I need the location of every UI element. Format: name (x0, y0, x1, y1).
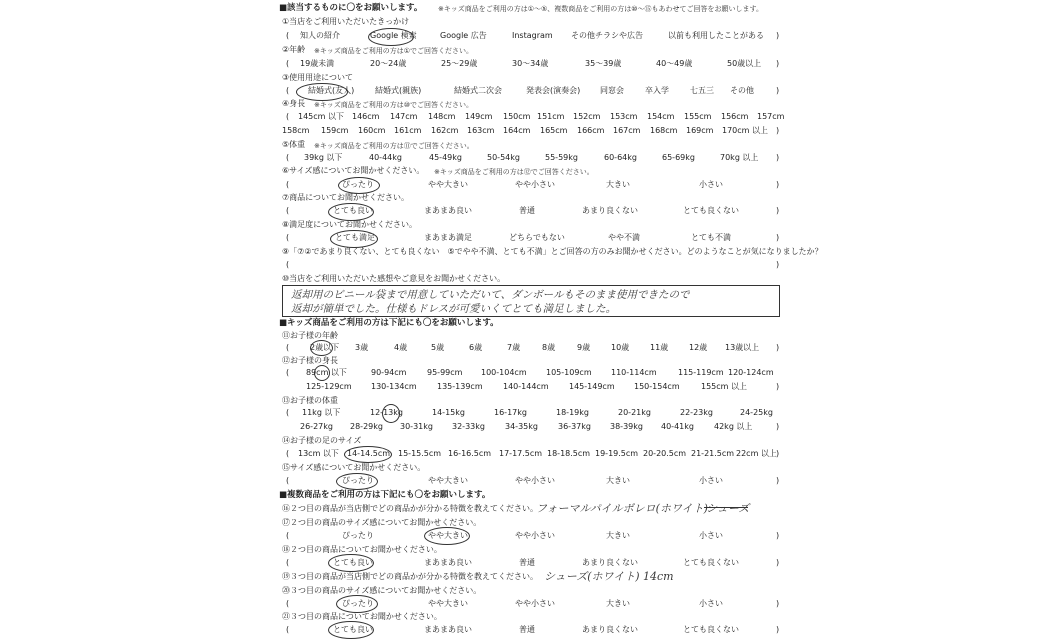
q9-label: ⑨「⑦②であまり良くない、とても良くない ⑤でやや不満、とても不満」とご回答の方のみお聞かせください。どのようなことが気になりましたか？ (282, 247, 823, 256)
option[interactable]: 8歳 (542, 343, 556, 352)
kids-fit-label: ⑮サイズ感についてお聞かせください。 (282, 463, 426, 472)
option[interactable]: 16-17kg (494, 408, 527, 417)
option[interactable]: 60-64kg (604, 153, 637, 162)
option[interactable]: 5歳 (431, 343, 445, 352)
selection-circle (338, 177, 380, 194)
option[interactable]: 15-15.5cm (398, 449, 442, 458)
paren-close: ) (776, 449, 780, 458)
selection-circle (368, 28, 414, 46)
option[interactable]: 135-139cm (437, 382, 483, 391)
selection-circle (344, 446, 392, 463)
paren-open: ( (286, 449, 290, 458)
option[interactable]: ぴったり (342, 180, 374, 189)
q16-label: ⑯２つ目の商品が当店側でどの商品かが分かる特徴を教えてください。 (282, 504, 538, 513)
option[interactable]: 結婚式(親族) (375, 86, 422, 95)
option[interactable]: 147cm (390, 112, 418, 121)
option[interactable]: とても良い (333, 206, 373, 215)
option[interactable]: 45-49kg (429, 153, 462, 162)
paren-open: ( (286, 260, 290, 269)
option[interactable]: 155cm (684, 112, 712, 121)
option[interactable]: 35～39歳 (585, 59, 622, 68)
option[interactable]: 10歳 (611, 343, 630, 352)
option[interactable]: 158cm (282, 126, 310, 135)
option[interactable]: 50歳以上 (727, 59, 762, 68)
option[interactable]: 12歳 (689, 343, 708, 352)
option[interactable]: 20-20.5cm (643, 449, 687, 458)
handwritten-item3: シューズ(ホワイト) 14cm (544, 570, 674, 583)
q4-note: ※キッズ商品をご利用の方は⑩でご回答ください。 (314, 101, 473, 109)
option[interactable]: 2歳以下 (310, 343, 340, 352)
option[interactable]: 9歳 (577, 343, 591, 352)
q5-note: ※キッズ商品をご利用の方は⑪でご回答ください。 (314, 142, 474, 150)
q8-label: ⑧満足度についてお聞かせください。 (282, 220, 418, 229)
option[interactable]: 小さい (699, 531, 723, 540)
option[interactable]: 162cm (431, 126, 459, 135)
q7-label: ⑦商品についてお聞かせください。 (282, 193, 410, 202)
option[interactable]: ぴったり (342, 476, 374, 485)
option[interactable]: とても良い (333, 558, 373, 567)
kids-height-label: ⑫お子様の身長 (282, 356, 338, 365)
option[interactable]: 65-69kg (662, 153, 695, 162)
option[interactable]: 150-154cm (634, 382, 680, 391)
comment-box[interactable] (282, 285, 780, 317)
title-note: ※キッズ商品をご利用の方は①～⑤、複数商品をご利用の方は⑩～⑮もあわせてご回答をお願いします。 (438, 5, 763, 13)
option[interactable]: 7歳 (507, 343, 521, 352)
selection-circle (330, 230, 378, 248)
option[interactable]: 19-19.5cm (595, 449, 639, 458)
option[interactable]: 42kg 以上 (714, 422, 753, 431)
option[interactable]: とても満足 (335, 233, 375, 242)
paren-close: ) (776, 343, 780, 352)
paren-close: ) (776, 476, 780, 485)
handwritten-item2: フォーマルパイルボレロ(ホワイト) (536, 502, 708, 515)
option[interactable]: 145-149cm (569, 382, 615, 391)
option[interactable]: 110-114cm (611, 368, 657, 377)
q17-label: ⑰２つ目の商品のサイズ感についてお聞かせください。 (282, 518, 482, 527)
option[interactable]: 結婚式(友人) (308, 86, 355, 95)
q21-label: ㉑３つ目の商品についてお聞かせください。 (282, 612, 442, 621)
option[interactable]: 30～34歳 (512, 59, 549, 68)
option[interactable]: 156cm (721, 112, 749, 121)
option[interactable]: 卒入学 (645, 86, 669, 95)
option[interactable]: 148cm (428, 112, 456, 121)
q5-label: ⑤体重 (282, 140, 306, 149)
option[interactable]: 以前も利用したことがある (668, 31, 764, 40)
kids-weight-label: ⑬お子様の体重 (282, 396, 338, 405)
option[interactable]: どちらでもない (509, 233, 565, 242)
option[interactable]: 14-15kg (432, 408, 465, 417)
option[interactable]: 大きい (606, 531, 630, 540)
option[interactable]: 130-134cm (371, 382, 417, 391)
selection-circle (336, 473, 378, 490)
paren-open: ( (286, 531, 290, 540)
option[interactable]: 39kg 以下 (304, 153, 343, 162)
q1-label: ①当店をご利用いただいたきっかけ (282, 17, 410, 26)
option[interactable]: とても良くない (683, 558, 739, 567)
paren-close: ) (776, 180, 780, 189)
option[interactable]: 16-16.5cm (448, 449, 492, 458)
option[interactable]: 163cm (467, 126, 495, 135)
option[interactable]: 25～29歳 (441, 59, 478, 68)
option[interactable]: 34-35kg (505, 422, 538, 431)
option[interactable]: ぴったり (342, 531, 374, 540)
paren-close: ) (776, 206, 780, 215)
paren-open: ( (286, 558, 290, 567)
selection-circle (382, 404, 400, 423)
option[interactable]: 150cm (503, 112, 531, 121)
option[interactable]: 120-124cm (728, 368, 774, 377)
option[interactable]: 160cm (358, 126, 386, 135)
option[interactable]: 24-25kg (740, 408, 773, 417)
option[interactable]: あまり良くない (582, 625, 638, 634)
strikethrough-line (704, 507, 748, 508)
option[interactable]: 11歳 (650, 343, 669, 352)
q18-label: ⑱２つ目の商品についてお聞かせください。 (282, 545, 442, 554)
option[interactable]: とても良くない (683, 206, 739, 215)
paren-open: ( (286, 112, 290, 121)
questionnaire-title: ■該当するものに〇をお願いします。 (279, 3, 423, 13)
option[interactable]: 40-41kg (661, 422, 694, 431)
paren-open: ( (286, 206, 290, 215)
option[interactable]: 結婚式二次会 (454, 86, 502, 95)
selection-circle (424, 527, 470, 545)
option[interactable]: 151cm (537, 112, 565, 121)
option[interactable]: 154cm (647, 112, 675, 121)
option[interactable]: 21-21.5cm (691, 449, 735, 458)
paren-open: ( (286, 233, 290, 242)
q19-label: ⑲３つ目の商品が当店側でどの商品かが分かる特徴を教えてください。 (282, 572, 538, 581)
option[interactable]: 同窓会 (600, 86, 624, 95)
paren-close: ) (776, 599, 780, 608)
q2-label: ②年齢 (282, 45, 306, 54)
q6-label: ⑥サイズ感についてお聞かせください。 (282, 166, 425, 175)
option[interactable]: 大きい (606, 599, 630, 608)
option[interactable]: 115-119cm (678, 368, 724, 377)
option[interactable]: 161cm (394, 126, 422, 135)
paren-close: ) (776, 382, 780, 391)
paren-close: ) (776, 59, 780, 68)
paren-open: ( (286, 59, 290, 68)
option[interactable]: 168cm (650, 126, 678, 135)
kids-section-title: ■キッズ商品をご利用の方は下記にも〇をお願いします。 (279, 318, 499, 328)
paren-close: ) (776, 422, 780, 431)
option[interactable]: 3歳 (355, 343, 369, 352)
option[interactable]: 36-37kg (558, 422, 591, 431)
option[interactable]: 145cm 以下 (298, 112, 345, 121)
option[interactable]: やや大きい (428, 476, 468, 485)
option[interactable]: 157cm (757, 112, 785, 121)
kids-foot-label: ⑭お子様の足のサイズ (282, 436, 362, 445)
option[interactable]: 40～49歳 (656, 59, 693, 68)
option[interactable]: 146cm (352, 112, 380, 121)
option[interactable]: Google 検索 (370, 31, 417, 40)
paren-open: ( (286, 408, 290, 417)
option[interactable]: 小さい (699, 180, 723, 189)
selection-circle (328, 554, 374, 572)
paren-close: ) (776, 86, 780, 95)
option[interactable]: やや大きい (428, 531, 468, 540)
option[interactable]: 95-99cm (427, 368, 463, 377)
paren-close: ) (776, 260, 780, 269)
option[interactable]: 4歳 (394, 343, 408, 352)
option[interactable]: やや不満 (608, 233, 640, 242)
option[interactable]: 12-13kg (370, 408, 403, 417)
option[interactable]: 発表会(演奏会) (526, 86, 581, 95)
selection-circle (328, 203, 374, 221)
paren-close: ) (776, 531, 780, 540)
option[interactable]: 18-19kg (556, 408, 589, 417)
option[interactable]: 149cm (465, 112, 493, 121)
selection-circle (296, 83, 348, 101)
option[interactable]: 125-129cm (306, 382, 352, 391)
q20-label: ⑳３つ目の商品のサイズ感についてお聞かせください。 (282, 586, 482, 595)
selection-circle (328, 621, 374, 639)
option[interactable]: 153cm (610, 112, 638, 121)
selection-circle (336, 595, 378, 613)
handwritten-comment-line2: 返却が簡単でした。仕様もドレスが可愛いくてとても満足しました。 (291, 303, 617, 315)
option[interactable]: とても良くない (683, 625, 739, 634)
paren-open: ( (286, 625, 290, 634)
option[interactable]: 32-33kg (452, 422, 485, 431)
kids-age-label: ⑪お子様の年齢 (282, 331, 338, 340)
option[interactable]: 普通 (519, 625, 535, 634)
handwritten-comment-line1: 返却用のビニール袋まで用意していただいて、ダンボールもそのまま使用できたので (291, 289, 690, 301)
option[interactable]: 159cm (321, 126, 349, 135)
paren-close: ) (776, 233, 780, 242)
option[interactable]: あまり良くない (582, 206, 638, 215)
option[interactable]: 19歳未満 (300, 59, 335, 68)
option[interactable]: 26-27kg (300, 422, 333, 431)
paren-close: ) (776, 31, 780, 40)
option[interactable]: Google 広告 (440, 31, 487, 40)
paren-close: ) (776, 126, 780, 135)
option[interactable]: まあまあ良い (424, 625, 472, 634)
option[interactable]: 90-94cm (371, 368, 407, 377)
option[interactable]: 100-104cm (481, 368, 527, 377)
option[interactable]: ぴったり (342, 599, 374, 608)
option[interactable]: やや小さい (515, 180, 555, 189)
option[interactable]: あまり良くない (582, 558, 638, 567)
paren-close: ) (776, 153, 780, 162)
paren-open: ( (286, 476, 290, 485)
option[interactable]: まあまあ良い (424, 206, 472, 215)
paren-close: ) (776, 625, 780, 634)
option[interactable]: 152cm (573, 112, 601, 121)
selection-circle (314, 365, 330, 381)
paren-open: ( (286, 343, 290, 352)
option[interactable]: 普通 (519, 206, 535, 215)
option[interactable]: 38-39kg (610, 422, 643, 431)
option[interactable]: 164cm (503, 126, 531, 135)
option[interactable]: 普通 (519, 558, 535, 567)
option[interactable]: やや小さい (515, 531, 555, 540)
option[interactable]: まあまあ満足 (424, 233, 472, 242)
option[interactable]: 13歳以上 (725, 343, 760, 352)
option[interactable]: 28-29kg (350, 422, 383, 431)
option[interactable]: 165cm (540, 126, 568, 135)
option[interactable]: とても良い (333, 625, 373, 634)
option[interactable]: 170cm 以上 (722, 126, 769, 135)
option[interactable]: 20-21kg (618, 408, 651, 417)
option[interactable]: 89cm 以下 (306, 368, 347, 377)
option[interactable]: まあまあ良い (424, 558, 472, 567)
option[interactable]: 13cm 以下 (298, 449, 339, 458)
paren-open: ( (286, 368, 290, 377)
option[interactable]: 22-23kg (680, 408, 713, 417)
q3-label: ③使用用途について (282, 73, 354, 82)
q10-label: ⑩当店をご利用いただいた感想やご意見をお聞かせください。 (282, 274, 506, 283)
option[interactable]: 20～24歳 (370, 59, 407, 68)
option[interactable]: 大きい (606, 476, 630, 485)
option[interactable]: その他 (730, 86, 754, 95)
option[interactable]: 七五三 (690, 86, 714, 95)
option[interactable]: 18-18.5cm (547, 449, 591, 458)
option[interactable]: 166cm (577, 126, 605, 135)
option[interactable]: 小さい (699, 476, 723, 485)
paren-open: ( (286, 153, 290, 162)
option[interactable]: やや大きい (428, 180, 468, 189)
option[interactable]: 小さい (699, 599, 723, 608)
option[interactable]: その他チラシや広告 (571, 31, 643, 40)
option[interactable]: 17-17.5cm (499, 449, 543, 458)
option[interactable]: 6歳 (469, 343, 483, 352)
option[interactable]: やや大きい (428, 599, 468, 608)
option[interactable]: とても不満 (691, 233, 731, 242)
option[interactable]: 155cm 以上 (701, 382, 748, 391)
option[interactable]: Instagram (512, 31, 553, 40)
option[interactable]: 169cm (686, 126, 714, 135)
option[interactable]: やや小さい (515, 476, 555, 485)
option[interactable]: 知人の紹介 (300, 31, 340, 40)
option[interactable]: 50-54kg (487, 153, 520, 162)
paren-open: ( (286, 31, 290, 40)
paren-close: ) (776, 558, 780, 567)
option[interactable]: 大きい (606, 180, 630, 189)
option[interactable]: 167cm (613, 126, 641, 135)
option[interactable]: 55-59kg (545, 153, 578, 162)
option[interactable]: 30-31kg (400, 422, 433, 431)
option[interactable]: 70kg 以上 (720, 153, 759, 162)
q6-note: ※キッズ商品をご利用の方は⑫でご回答ください。 (434, 168, 594, 176)
q2-note: ※キッズ商品をご利用の方は①でご回答ください。 (314, 47, 473, 55)
option[interactable]: 105-109cm (546, 368, 592, 377)
option[interactable]: 140-144cm (503, 382, 549, 391)
handwritten-item2-struck: シューズ (706, 502, 750, 515)
multi-section-title: ■複数商品をご利用の方は下記にも〇をお願いします。 (279, 490, 491, 500)
option[interactable]: 22cm 以上 (736, 449, 777, 458)
selection-circle (310, 340, 333, 356)
q4-label: ④身長 (282, 99, 306, 108)
option[interactable]: やや小さい (515, 599, 555, 608)
option[interactable]: 14-14.5cm (347, 449, 391, 458)
option[interactable]: 40-44kg (369, 153, 402, 162)
option[interactable]: 11kg 以下 (302, 408, 341, 417)
paren-open: ( (286, 180, 290, 189)
paren-open: ( (286, 86, 290, 95)
paren-open: ( (286, 599, 290, 608)
